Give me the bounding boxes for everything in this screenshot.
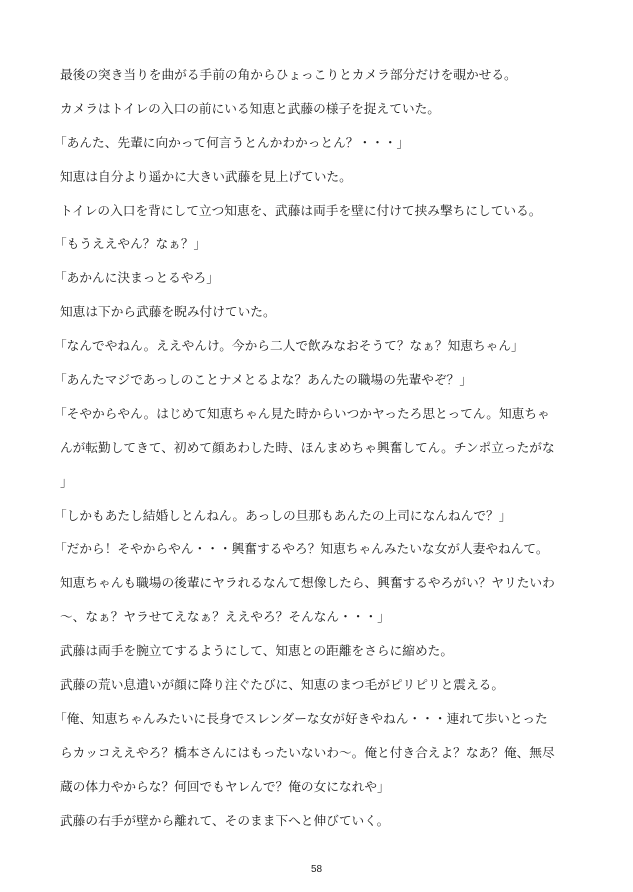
dialogue-line: 「なんでやねん。ええやんけ。今から二人で飲みなおそうて？なぁ？知恵ちゃん」 [54,338,524,354]
text-line: トイレの入口を背にして立つ知恵を、武藤は両手を壁に付けて挟み撃ちにしている。 [60,202,542,218]
text-line: らカッコええやろ？橋本さんにはもったいないわ～。俺と付き合えよ？なあ？俺、無尽 [60,744,555,760]
dialogue-line: 「あかんに決まっとるやろ」 [54,270,219,286]
text-line: 蔵の体力やからな？何回でもヤレんで？俺の女になれや」 [60,778,390,794]
text-line: んが転勤してきて、初めて顔あわした時、ほんまめちゃ興奮してん。チンポ立ったがな [60,439,555,455]
text-line: ～、なぁ？ヤラせてえなぁ？ええやろ？そんなん・・・」 [60,609,390,625]
dialogue-line: 「もうええやん？なぁ？」 [54,236,207,252]
text-line: 武藤は両手を腕立てするようにして、知恵との距離をさらに縮めた。 [60,643,454,659]
text-line: 知恵ちゃんも職場の後輩にヤラれるなんて想像したら、興奮するやろがい？ヤリたいわ [60,575,555,591]
text-line: 知恵は自分より遥かに大きい武藤を見上げていた。 [60,168,352,184]
text-line: 武藤の荒い息遣いが顔に降り注ぐたびに、知恵のまつ毛がピリピリと震える。 [60,677,505,693]
dialogue-line: 「あんた、先輩に向かって何言うとんかわかっとん？・・・」 [54,134,410,150]
dialogue-line: 「そやからやん。はじめて知恵ちゃん見た時からいつかヤったろ思とってん。知恵ちゃ [54,405,550,421]
text-line: 最後の突き当りを曲がる手前の角からひょっこりとカメラ部分だけを覗かせる。 [60,67,517,82]
text-line: 」 [60,473,73,489]
page-number: 58 [310,864,323,875]
text-line: カメラはトイレの入口の前にいる知恵と武藤の様子を捉えていた。 [60,100,440,116]
dialogue-line: 「俺、知恵ちゃんみたいに長身でスレンダーな女が好きやねん・・・連れて歩いとった [54,710,548,726]
body-text [54,58,580,837]
dialogue-line: 「だから！そやからやん・・・興奮するやろ？知恵ちゃんみたいな女が人妻やねんて。 [54,541,549,557]
dialogue-line: 「あんたマジであっしのことナメとるよな？あんたの職場の先輩やぞ？」 [54,372,473,388]
text-line: 知恵は下から武藤を睨み付けていた。 [60,304,276,320]
dialogue-line: 「しかもあたし結婚しとんねん。あっしの旦那もあんたの上司になんねんで？」 [54,507,512,523]
text-line: 武藤の右手が壁から離れて、そのまま下へと伸びていく。 [60,812,390,828]
